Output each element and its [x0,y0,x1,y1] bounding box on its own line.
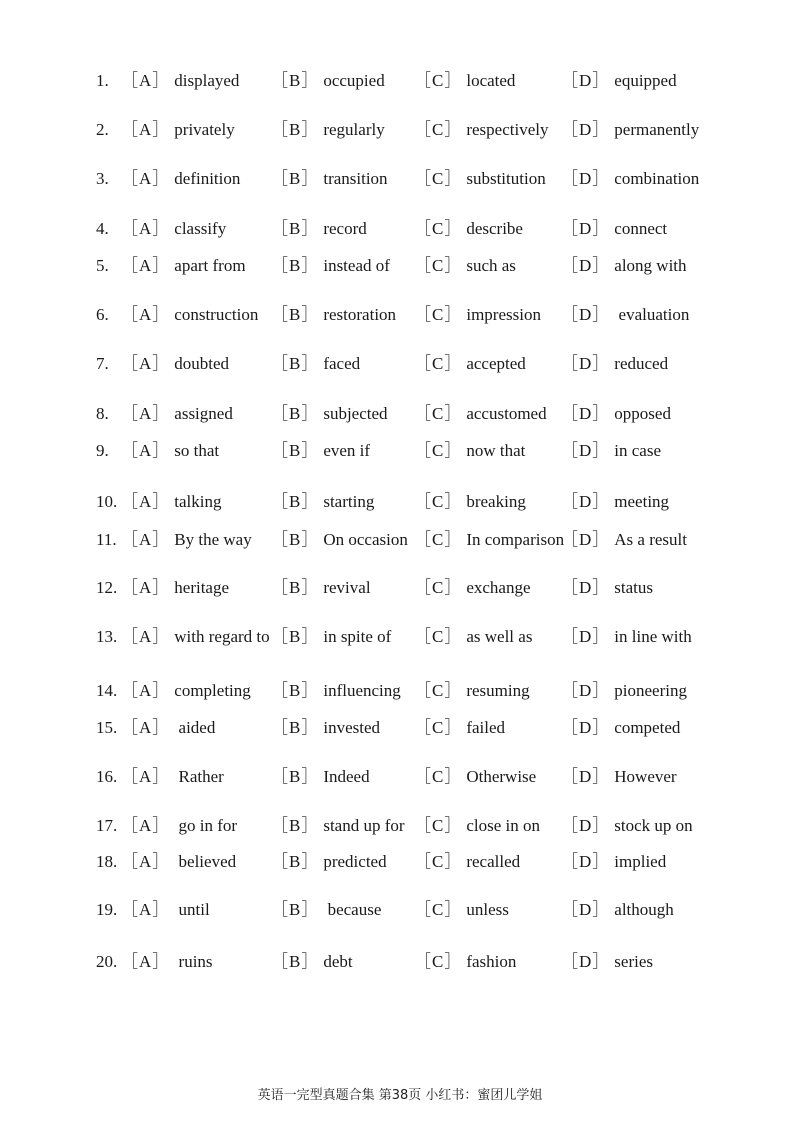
option-c [414,117,548,143]
option-d [561,764,677,790]
option-b [271,849,387,875]
option-a [121,813,237,839]
option-c [414,438,525,464]
option-letter: ［D］ [561,578,611,597]
option-b [271,897,381,923]
option-letter: ［C］ [414,681,463,700]
option-letter: ［C］ [414,530,463,549]
option-a [121,401,233,427]
option-text: go in for [174,816,238,835]
option-text: impression [466,305,541,324]
option-text: assigned [174,404,233,423]
option-a [121,764,224,790]
option-letter: ［C］ [414,852,463,871]
option-letter: ［B］ [271,578,320,597]
option-letter: ［C］ [414,120,463,139]
option-b [271,575,371,601]
option-d [561,253,687,279]
option-text: As a result [614,530,687,549]
option-text: doubted [174,354,230,373]
option-letter: ［D］ [561,952,611,971]
option-letter: ［C］ [414,718,463,737]
option-letter: ［C］ [414,404,463,423]
option-text: definition [174,169,241,188]
option-text: heritage [174,578,230,597]
option-c [414,351,526,377]
question-number: 5. [96,256,109,275]
option-a [121,624,270,650]
option-text: now that [466,441,526,460]
option-letter: ［B］ [271,627,320,646]
option-letter: ［B］ [271,767,320,786]
question-number: 15. [96,718,118,737]
option-text: located [466,71,516,90]
option-text: in line with [614,627,692,646]
option-c [414,764,536,790]
option-b [271,527,408,553]
question-row [0,678,800,704]
question-row [0,949,800,975]
option-letter: ［B］ [271,852,320,871]
option-text: so that [174,441,220,460]
question-number: 13. [96,627,118,646]
question-row [0,401,800,427]
option-text: connect [614,219,668,238]
option-text: accepted [466,354,526,373]
option-text: equipped [614,71,677,90]
option-text: recalled [466,852,521,871]
option-text: such as [466,256,516,275]
option-text: However [614,767,677,786]
option-c [414,949,516,975]
option-letter: ［B］ [271,354,320,373]
option-letter: ［A］ [121,952,171,971]
option-b [271,438,370,464]
option-c [414,897,509,923]
option-text: evaluation [614,305,690,324]
option-a [121,117,235,143]
option-letter: ［D］ [561,681,611,700]
option-text: because [323,900,382,919]
option-letter: ［A］ [121,120,171,139]
option-a [121,216,226,242]
option-c [414,678,530,704]
option-b [271,166,388,192]
option-letter: ［B］ [271,816,320,835]
question-number: 14. [96,681,118,700]
option-letter: ［A］ [121,816,171,835]
option-letter: ［C］ [414,900,463,919]
option-letter: ［B］ [271,219,320,238]
question-row [0,897,800,923]
question-number: 11. [96,530,117,549]
option-letter: ［C］ [414,219,463,238]
option-text: describe [466,219,523,238]
option-letter: ［B］ [271,305,320,324]
option-text: until [174,900,210,919]
option-text: reduced [614,354,669,373]
option-b [271,302,396,328]
option-text: Rather [174,767,224,786]
question-number: 9. [96,441,109,460]
option-c [414,216,523,242]
option-d [561,401,671,427]
question-number: 3. [96,169,109,188]
question-row [0,764,800,790]
option-text: debt [323,952,353,971]
option-letter: ［C］ [414,578,463,597]
option-letter: ［A］ [121,354,171,373]
option-text: in case [614,441,662,460]
question-number: 8. [96,404,109,423]
option-b [271,949,353,975]
option-letter: ［A］ [121,681,171,700]
option-c [414,575,531,601]
option-b [271,401,388,427]
option-b [271,68,385,94]
option-letter: ［C］ [414,305,463,324]
option-text: even if [323,441,371,460]
option-letter: ［D］ [561,900,611,919]
option-text: believed [174,852,237,871]
question-number: 1. [96,71,109,90]
option-letter: ［D］ [561,852,611,871]
option-text: aided [174,718,216,737]
option-a [121,438,219,464]
option-text: record [323,219,367,238]
option-text: with regard to [174,627,270,646]
option-letter: ［A］ [121,492,171,511]
option-text: By the way [174,530,252,549]
option-a [121,68,239,94]
option-b [271,216,367,242]
option-letter: ［A］ [121,305,171,324]
option-d [561,678,687,704]
question-number: 4. [96,219,109,238]
option-text: in spite of [323,627,392,646]
option-letter: ［D］ [561,256,611,275]
option-text: opposed [614,404,671,423]
option-d [561,166,699,192]
option-d [561,117,699,143]
option-a [121,351,229,377]
option-letter: ［C］ [414,627,463,646]
option-c [414,253,516,279]
option-letter: ［C］ [414,354,463,373]
option-text: talking [174,492,222,511]
option-letter: ［A］ [121,900,171,919]
option-text: restoration [323,305,397,324]
option-letter: ［C］ [414,767,463,786]
option-letter: ［C］ [414,952,463,971]
option-text: status [614,578,654,597]
question-row [0,489,800,515]
option-letter: ［B］ [271,530,320,549]
option-text: apart from [174,256,246,275]
option-letter: ［C］ [414,492,463,511]
option-text: Otherwise [466,767,537,786]
option-letter: ［D］ [561,492,611,511]
option-b [271,624,391,650]
option-text: combination [614,169,700,188]
option-a [121,897,210,923]
option-d [561,624,692,650]
option-a [121,253,246,279]
option-letter: ［D］ [561,816,611,835]
option-d [561,897,674,923]
question-number: 6. [96,305,109,324]
option-d [561,813,693,839]
option-c [414,68,515,94]
question-row [0,302,800,328]
option-c [414,166,546,192]
option-text: competed [614,718,681,737]
option-letter: ［C］ [414,441,463,460]
option-letter: ［B］ [271,404,320,423]
option-letter: ［D］ [561,530,611,549]
option-d [561,438,661,464]
option-a [121,489,222,515]
option-d [561,527,687,553]
option-letter: ［C］ [414,256,463,275]
option-b [271,813,405,839]
option-text: occupied [323,71,385,90]
option-text: fashion [466,952,517,971]
option-b [271,351,360,377]
option-letter: ［A］ [121,530,171,549]
option-letter: ［A］ [121,71,171,90]
option-text: On occasion [323,530,408,549]
option-b [271,117,385,143]
option-c [414,715,505,741]
option-text: predicted [323,852,387,871]
option-text: although [614,900,674,919]
option-letter: ［B］ [271,71,320,90]
option-letter: ［D］ [561,219,611,238]
question-row [0,253,800,279]
option-b [271,715,380,741]
option-text: unless [466,900,509,919]
option-d [561,68,677,94]
option-letter: ［A］ [121,169,171,188]
option-letter: ［B］ [271,900,320,919]
option-letter: ［D］ [561,441,611,460]
option-d [561,715,680,741]
option-text: transition [323,169,388,188]
option-a [121,302,258,328]
option-c [414,489,526,515]
option-letter: ［A］ [121,852,171,871]
option-letter: ［B］ [271,718,320,737]
option-letter: ［B］ [271,169,320,188]
option-text: construction [174,305,259,324]
option-a [121,849,236,875]
question-row [0,527,800,553]
option-letter: ［B］ [271,441,320,460]
question-row [0,575,800,601]
question-number: 16. [96,767,118,786]
option-text: ruins [174,952,213,971]
option-text: implied [614,852,667,871]
option-text: exchange [466,578,531,597]
option-c [414,849,520,875]
option-text: meeting [614,492,670,511]
question-row [0,117,800,143]
option-d [561,575,653,601]
option-text: pioneering [614,681,687,700]
option-text: regularly [323,120,385,139]
option-letter: ［C］ [414,169,463,188]
option-text: subjected [323,404,388,423]
option-letter: ［B］ [271,681,320,700]
question-row [0,813,800,839]
option-text: accustomed [466,404,547,423]
option-b [271,489,374,515]
option-c [414,813,540,839]
option-letter: ［B］ [271,256,320,275]
option-letter: ［B］ [271,492,320,511]
option-letter: ［A］ [121,767,171,786]
question-row [0,351,800,377]
option-a [121,949,213,975]
option-letter: ［A］ [121,441,171,460]
option-letter: ［D］ [561,718,611,737]
page-footer: 英语一完型真题合集 第38页 小红书：蜜团儿学姐 [257,1088,543,1103]
option-text: close in on [466,816,540,835]
option-letter: ［D］ [561,71,611,90]
option-letter: ［D］ [561,404,611,423]
option-c [414,302,541,328]
option-text: revival [323,578,371,597]
option-text: as well as [466,627,533,646]
option-text: Indeed [323,767,370,786]
option-a [121,678,251,704]
option-text: series [614,952,653,971]
option-letter: ［C］ [414,816,463,835]
option-text: displayed [174,71,240,90]
option-letter: ［D］ [561,305,611,324]
option-a [121,715,215,741]
option-letter: ［A］ [121,627,171,646]
option-letter: ［B］ [271,952,320,971]
option-letter: ［B］ [271,120,320,139]
question-number: 18. [96,852,118,871]
option-letter: ［A］ [121,404,171,423]
question-row [0,438,800,464]
option-letter: ［A］ [121,256,171,275]
question-row [0,715,800,741]
option-text: stand up for [323,816,405,835]
option-c [414,624,532,650]
option-text: resuming [466,681,530,700]
question-row [0,624,800,650]
question-number: 10. [96,492,118,511]
question-row [0,68,800,94]
question-number: 17. [96,816,118,835]
option-c [414,401,547,427]
option-b [271,678,401,704]
option-b [271,764,370,790]
option-text: classify [174,219,227,238]
question-number: 7. [96,354,109,373]
option-letter: ［A］ [121,578,171,597]
option-text: permanently [614,120,700,139]
option-text: invested [323,718,380,737]
option-text: influencing [323,681,401,700]
option-text: privately [174,120,235,139]
question-number: 2. [96,120,109,139]
option-text: starting [323,492,375,511]
question-number: 19. [96,900,118,919]
option-d [561,216,667,242]
option-text: respectively [466,120,549,139]
option-letter: ［D］ [561,354,611,373]
option-text: instead of [323,256,390,275]
option-c [414,527,564,553]
option-d [561,949,653,975]
option-text: substitution [466,169,546,188]
option-letter: ［D］ [561,627,611,646]
option-d [561,849,666,875]
option-letter: ［A］ [121,718,171,737]
option-letter: ［C］ [414,71,463,90]
option-letter: ［A］ [121,219,171,238]
option-d [561,489,669,515]
option-text: In comparison [466,530,565,549]
option-text: stock up on [614,816,693,835]
option-text: breaking [466,492,526,511]
option-text: along with [614,256,687,275]
option-d [561,302,689,328]
option-letter: ［D］ [561,169,611,188]
option-text: faced [323,354,361,373]
option-letter: ［D］ [561,120,611,139]
option-a [121,575,229,601]
option-text: failed [466,718,506,737]
question-number: 20. [96,952,118,971]
option-d [561,351,668,377]
question-row [0,849,800,875]
option-a [121,166,240,192]
option-b [271,253,390,279]
option-a [121,527,252,553]
option-text: completing [174,681,251,700]
option-letter: ［D］ [561,767,611,786]
question-row [0,216,800,242]
question-number: 12. [96,578,118,597]
question-row [0,166,800,192]
